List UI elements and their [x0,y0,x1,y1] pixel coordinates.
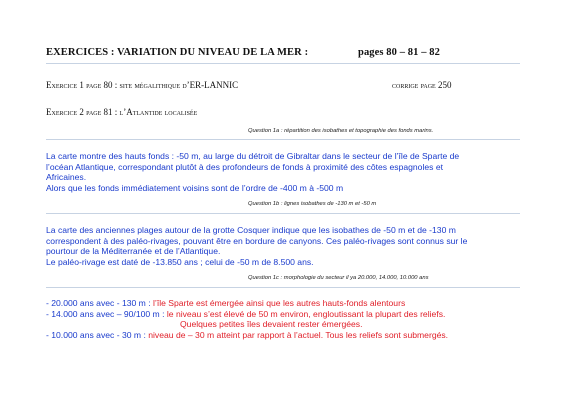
answer-text: l’île Sparte est émergée ainsi que les autres hauts-fonds alentours [153,298,406,308]
question-1c-title: Question 1c : morphologie du secteur il ya 20.000, 14.000, 10.000 ans [248,275,429,281]
answer-line [46,309,516,320]
answer-line: pourtour de la Méditerranée et de l’Atlantique. [46,246,221,257]
question-1b-answer [46,225,516,267]
exercise1-corrige: corrige page 250 [392,80,452,90]
answer-line: La carte montre des hauts fonds : -50 m, au large du détroit de Gibraltar dans le secteur de l’île de Sparte de [46,151,460,161]
question-1a-answer [46,151,516,193]
answer-line: Alors que les fonds immédiatement voisins sont de l’ordre de -400 m à -500 m [46,182,344,193]
answer-prefix: - 20.000 ans avec - 130 m : [46,298,154,308]
exercise1-label: Exercice 1 page 80 : site mégalithique d’ER-LANNIC [46,80,239,90]
header-title: EXERCICES : VARIATION DU NIVEAU DE LA MER : [46,47,309,58]
answer-prefix: - 10.000 ans avec - 30 m : [46,329,149,340]
answer-text: Quelques petites îles devaient rester émergées. [180,319,363,330]
answer-line [46,319,516,330]
exercise2-label: Exercice 2 page 81 : l’Atlantide localisée [46,107,198,117]
question-1c-rule [46,287,520,288]
header-pages: pages 80 – 81 – 82 [358,47,441,58]
question-1b-title: Question 1b : lignes isobathes de -130 m et -50 m [248,201,377,207]
answer-text: niveau de – 30 m atteint par rapport à l’actuel. Tous les reliefs sont submergés. [148,329,449,340]
answer-text: le niveau s’est élevé de 50 m environ, engloutissant la plupart des reliefs. [166,308,446,319]
answer-line [46,298,516,309]
answer-prefix: - 14.000 ans avec – 90/100 m : [46,308,167,319]
question-1a-rule [46,139,520,140]
page-header [46,47,478,62]
answer-line [46,330,516,341]
answer-line: La carte des anciennes plages autour de la grotte Cosquer indique que les isobathes de -50 m et de -130 m [46,225,456,235]
answer-line: Le paléo-rivage est daté de -13.850 ans ; celui de -50 m de 8.500 ans. [46,256,314,267]
answer-line: correspondent à des paléo-rivages, pouvant être en bordure de canyons. Ces paléo-rivages sont connus sur le [46,235,468,246]
question-1b-rule [46,213,520,214]
question-1c-answer [46,298,516,340]
answer-line: l’océan Atlantique, correspondant plutôt à des profondeurs de fonds à proximité des côtes espagnoles et [46,161,444,172]
answer-line: Africaines. [46,172,87,183]
question-1a-title: Question 1a : répartition des isobathes et topographie des fonds marins. [248,128,434,134]
header-rule [46,63,520,64]
